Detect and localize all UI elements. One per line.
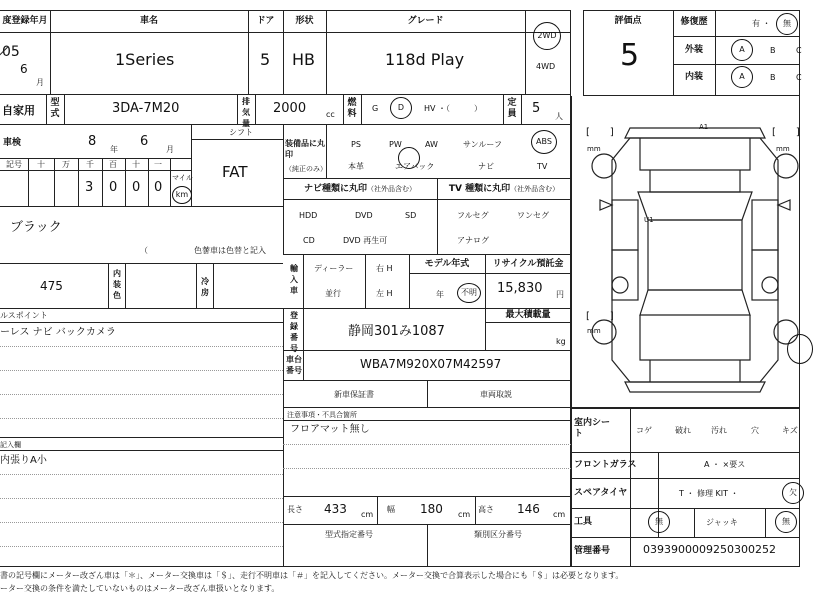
recycle-value: 15,830 — [497, 281, 543, 296]
repair-none-circle: 無 — [776, 13, 798, 35]
capacity-label: 定員 — [507, 98, 517, 119]
length-unit: cm — [361, 510, 374, 519]
model-year-label: モデル年式 — [424, 259, 470, 269]
doors: 5 — [260, 50, 271, 69]
drive-2wd-circle — [533, 22, 561, 50]
tv-analog: アナログ — [457, 236, 489, 245]
inspection-month: 6 — [140, 134, 149, 149]
registration-label: 登録番号 — [290, 311, 298, 353]
sales-point-label: ルスポイント — [0, 311, 48, 320]
tools-label: 工具 — [574, 517, 593, 527]
max-load-label: 最大積載量 — [505, 310, 551, 320]
length-value: 433 — [324, 502, 347, 516]
recycle-label: リサイクル預託金 — [492, 259, 564, 269]
notes-text: フロアマット無し — [290, 424, 370, 435]
repair-label: 修復歴 — [680, 17, 708, 27]
drive-2wd: 2WD — [537, 31, 557, 40]
seat-hole: 穴 — [751, 426, 759, 435]
seat-burn: コゲ — [636, 426, 652, 435]
max-load-unit: kg — [556, 337, 566, 346]
reg-month: 6 — [20, 62, 28, 76]
airbag-circle-mark — [398, 147, 420, 169]
left-h-label: 左 H — [376, 289, 393, 298]
interior-c: C — [796, 73, 802, 82]
jack-label: ジャッキ — [706, 518, 738, 527]
windshield-label: フロントガラス — [574, 460, 637, 470]
interior-color-label: 内装色 — [113, 269, 121, 300]
tv-fullseg: フルセグ — [457, 211, 489, 220]
score-label: 評価点 — [614, 16, 642, 26]
spare-label: スペアタイヤ — [574, 488, 628, 498]
shift-value: FAT — [222, 163, 248, 181]
diagram-a1: A1 — [699, 123, 709, 131]
seat-scratch: キズ — [782, 426, 798, 435]
registration-value: 静岡301み1087 — [348, 324, 445, 339]
car-name-label: 車名 — [139, 16, 158, 26]
spare-missing-circle: 欠 — [782, 482, 804, 504]
grade: 118d Play — [385, 50, 465, 69]
diagram-mm-tl: mm — [587, 145, 601, 153]
height-label: 高さ — [478, 505, 494, 514]
navi-hdd: HDD — [299, 211, 318, 220]
fuel-g: G — [372, 104, 379, 113]
equip-ps: PS — [351, 140, 361, 149]
seat-stain: 汚れ — [711, 426, 727, 435]
memo-text: 内張りA小 — [0, 455, 47, 466]
score-value: 5 — [620, 38, 640, 73]
car-diagram — [590, 120, 800, 400]
inspection-label: 車検 — [3, 138, 22, 148]
repair-text: 有 ・ — [752, 19, 771, 28]
inspection-month-unit: 月 — [166, 145, 174, 154]
diagram-mm-tr: mm — [776, 145, 790, 153]
capacity: 5 — [532, 101, 541, 116]
equipment-sub: （純正のみ） — [285, 165, 327, 173]
manage-value: 0393900009250300252 — [643, 543, 776, 556]
equip-sunroof: サンルーフ — [463, 140, 502, 149]
length-label: 長さ — [287, 505, 303, 514]
equip-navi: ナビ — [478, 162, 494, 171]
diagram-edge-circle — [787, 334, 813, 364]
equip-tv: TV — [537, 162, 548, 171]
doors-label: ドア — [256, 16, 275, 26]
equip-leather: 本革 — [348, 162, 364, 171]
exterior-label: 外装 — [684, 45, 703, 55]
right-h-label: 右 H — [376, 264, 393, 273]
odo-digit-5: 0 — [154, 180, 163, 195]
seat-tear: 破れ — [675, 426, 691, 435]
odo-digit-3: 0 — [109, 180, 118, 195]
memo-label: 記入欄 — [0, 441, 21, 449]
interior-b: B — [770, 73, 776, 82]
manage-label: 管理番号 — [574, 546, 611, 556]
tv-oneseg: ワンセグ — [517, 211, 549, 220]
import-label: 輸入車 — [290, 264, 298, 295]
diagram-bracket-bl: [ ] — [586, 311, 614, 322]
color-value: ブラック — [10, 220, 62, 235]
car-name: 1Series — [115, 50, 175, 69]
footer-line1: 書の記号欄にメーター改ざん車は「＊」、メーター交換車は「＄」、走行不明車は「＃」を記入してください。メーター交換で合算表示した場合にも「＄」は必要となります。 — [0, 571, 624, 580]
diagram-bracket-tr: [ ] — [772, 127, 800, 138]
odo-col-5: 一 — [154, 160, 162, 169]
jack-none-circle: 無 — [775, 511, 797, 533]
odo-symbol-label: 記号 — [6, 160, 22, 169]
fuel-d-circle: D — [390, 97, 412, 119]
chassis-label: 車台番号 — [286, 355, 302, 375]
recycle-unit: 円 — [556, 290, 564, 299]
model-code: 3DA-7M20 — [112, 101, 180, 116]
equip-pw: PW — [389, 140, 402, 149]
model-year-unit: 年 — [436, 290, 444, 299]
class-designation-label: 類別区分番号 — [474, 530, 522, 539]
odo-digit-2: 3 — [85, 180, 94, 195]
capacity-unit: 人 — [555, 112, 563, 121]
inspection-year: 8 — [88, 134, 97, 149]
navi-cd: CD — [303, 236, 315, 245]
exterior-b: B — [770, 46, 776, 55]
use-type: 自家用 — [2, 104, 35, 117]
dealer-label: ディーラー — [314, 264, 354, 273]
shape: HB — [292, 50, 316, 69]
navi-dvd-play: DVD 再生可 — [343, 236, 388, 245]
color-note-text: 色替車は色替と記入 — [194, 246, 266, 255]
tv-type-label: TV 種類に丸印（社外品含む） — [448, 184, 560, 194]
windshield-text: A ・ ×要ス — [704, 460, 746, 469]
width-label: 幅 — [387, 505, 395, 514]
fuel-label: 燃料 — [347, 98, 357, 119]
diagram-u1: U1 — [644, 216, 654, 224]
fuel-hv: HV ・（ ） — [424, 104, 483, 113]
diagram-bracket-tl: [ ] — [586, 127, 614, 138]
odo-digit-4: 0 — [132, 180, 141, 195]
color-paren: （ ） — [140, 246, 212, 255]
navi-type-label: ナビ種類に丸印（社外品含む） — [303, 184, 416, 194]
reg-date-label: 度登録年月 — [2, 16, 48, 26]
exterior-c: C — [796, 46, 802, 55]
navi-dvd: DVD — [355, 211, 373, 220]
sales-point-text: ーレス ナビ バックカメラ — [0, 327, 116, 338]
inspection-year-unit: 年 — [110, 145, 118, 154]
notes-label: 注意事項・不具合箇所 — [287, 411, 357, 419]
navi-sd: SD — [405, 211, 417, 220]
model-label: 型式 — [50, 98, 60, 119]
footer-line2: ーター交換の条件を満たしていないものはメーター改ざん車扱いとなります。 — [0, 584, 280, 593]
odo-col-2: 千 — [86, 160, 94, 169]
width-value: 180 — [420, 502, 443, 516]
odo-col-1: 万 — [62, 160, 70, 169]
exterior-a-circle: A — [731, 39, 753, 61]
misc-number: 475 — [40, 279, 63, 293]
interior-a-circle: A — [731, 66, 753, 88]
drive-4wd: 4WD — [536, 62, 556, 71]
equip-abs-circle: ABS — [531, 130, 557, 154]
tools-none-circle: 無 — [648, 511, 670, 533]
odo-unit-mile: マイル — [172, 174, 193, 182]
interior-label: 内装 — [684, 72, 703, 82]
equip-aw: AW — [425, 140, 438, 149]
shape-label: 形状 — [295, 16, 314, 26]
height-unit: cm — [553, 510, 566, 519]
parallel-label: 並行 — [325, 289, 341, 298]
shift-label: シフト — [229, 128, 253, 137]
odo-unit-km-circle: km — [172, 186, 192, 204]
reg-month-unit: 月 — [36, 78, 44, 87]
ac-label: 冷房 — [201, 277, 209, 297]
manual-label: 車両取説 — [480, 390, 512, 399]
displacement: 2000 — [273, 101, 307, 116]
displacement-label: 排気量 — [242, 97, 250, 128]
odo-col-0: 十 — [37, 160, 45, 169]
chassis-value: WBA7M920X07M42597 — [360, 357, 502, 371]
grade-label: グレード — [407, 16, 444, 26]
odo-col-3: 百 — [109, 160, 117, 169]
displacement-unit: cc — [326, 110, 335, 119]
equip-airbag: エアバック — [395, 162, 435, 171]
reg-year: 05 — [2, 44, 20, 60]
width-unit: cm — [458, 510, 471, 519]
equipment-label: 装備品に丸印 — [285, 139, 325, 159]
new-warranty-label: 新車保証書 — [334, 390, 374, 399]
type-designation-label: 型式指定番号 — [325, 530, 373, 539]
diagram-mm-bl: mm — [587, 327, 601, 335]
height-value: 146 — [517, 502, 540, 516]
model-year-unknown-circle: 不明 — [457, 283, 481, 303]
interior-seat-label: 室内シート — [574, 418, 611, 439]
odo-col-4: 十 — [132, 160, 140, 169]
spare-text: T ・ 修理 KIT ・ — [679, 489, 739, 498]
